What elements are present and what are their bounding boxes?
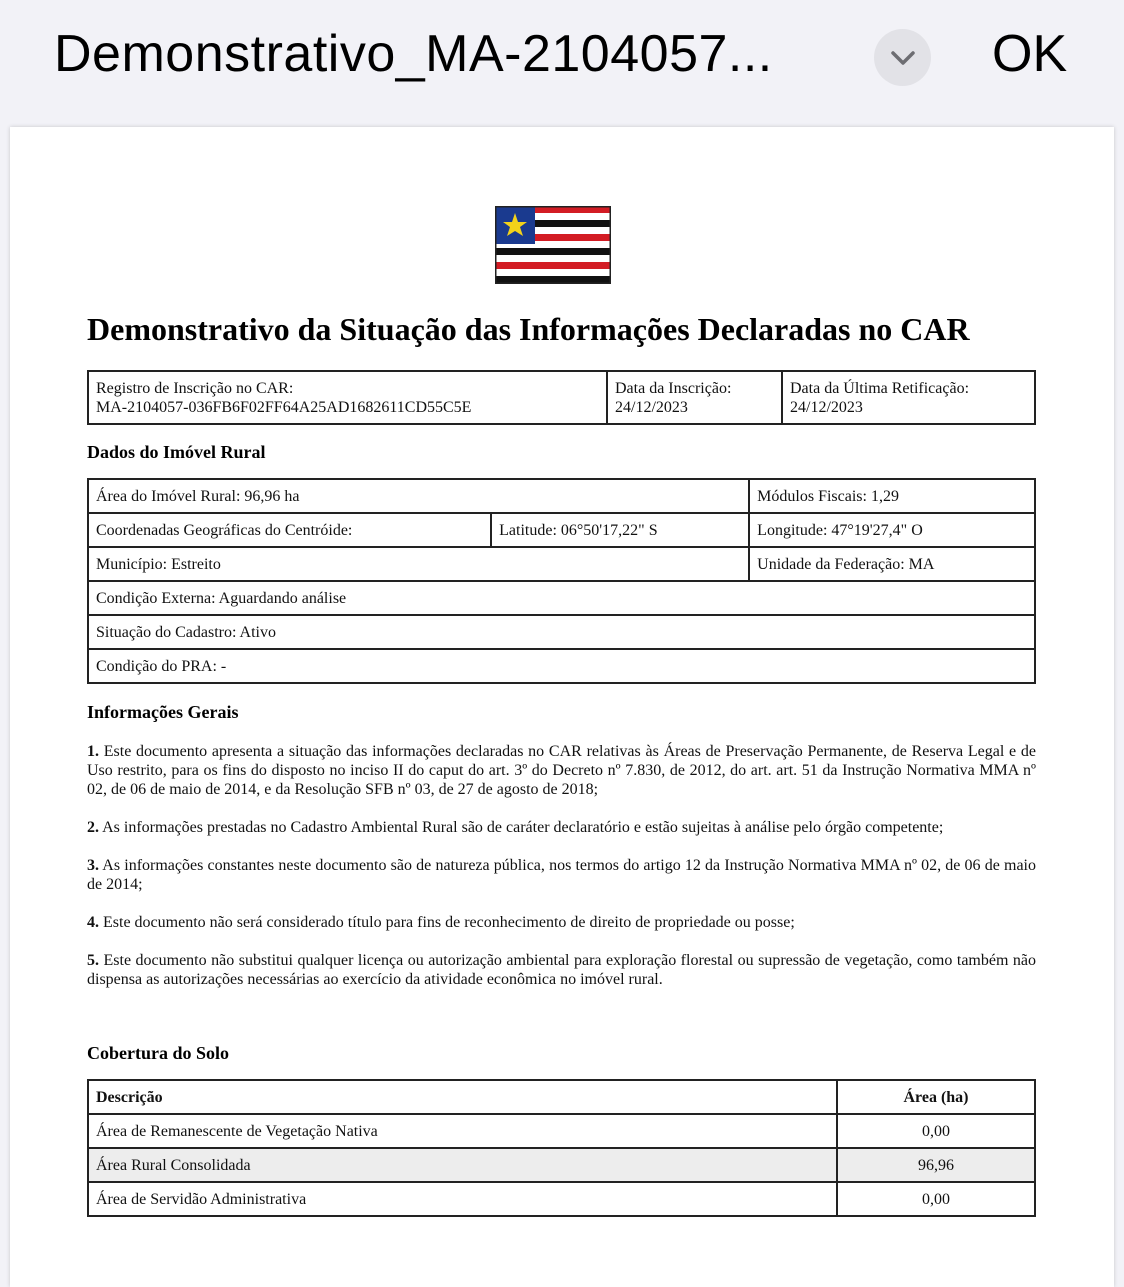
- area-imovel: Área do Imóvel Rural: 96,96 ha: [88, 479, 749, 513]
- info-item-num: 5.: [87, 952, 99, 969]
- info-item-3: [87, 856, 1036, 894]
- document-page: [10, 127, 1114, 1287]
- info-item-2: [87, 818, 1036, 837]
- ok-button[interactable]: OK: [992, 25, 1068, 83]
- registro-value: MA-2104057-036FB6F02FF64A25AD1682611CD55C5E: [96, 398, 472, 416]
- chevron-down-icon: [890, 50, 916, 66]
- info-item-text: Este documento apresenta a situação das informações declaradas no CAR relativas às Áreas de Preservação Permanente, de Reserva Legal e de Uso restrito, para os fins do disposto no inciso II do caput do art. 3º do Decreto nº 7.830, de 2012, do art. art. 51 da Instrução Normativa MMA nº 02, de 06 de maio de 2014, e da Resolução SFB nº 03, de 27 de agosto de 2018;: [87, 743, 1037, 798]
- info-item-num: 4.: [87, 914, 99, 931]
- col-descricao-header: Descrição: [88, 1080, 837, 1114]
- row-descricao: Área de Remanescente de Vegetação Nativa: [88, 1114, 837, 1148]
- condicao-externa: Condição Externa: Aguardando análise: [88, 581, 1035, 615]
- info-item-4: [87, 913, 1036, 932]
- cobertura-table: [87, 1079, 1036, 1217]
- info-item-5: [87, 951, 1036, 989]
- row-area: 0,00: [837, 1182, 1035, 1216]
- main-title: Demonstrativo da Situação das Informações Declaradas no CAR: [87, 311, 970, 347]
- info-item-text: As informações constantes neste documento são de natureza pública, nos termos do artigo 12 da Instrução Normativa MMA nº 02, de 06 de maio de 2014;: [87, 857, 1036, 893]
- info-item-text: Este documento não substitui qualquer licença ou autorização ambiental para exploração florestal ou supressão de vegetação, como também não dispensa as autorizações necessárias ao exercício da atividade econômica no imóvel rural.: [87, 952, 1037, 988]
- registro-label: Registro de Inscrição no CAR:: [96, 379, 294, 397]
- col-area-header: Área (ha): [837, 1080, 1035, 1114]
- data-retificacao-cell: [782, 371, 1035, 424]
- info-item-num: 2.: [87, 819, 99, 836]
- unidade-federacao: Unidade da Federação: MA: [749, 547, 1035, 581]
- cobertura-heading: Cobertura do Solo: [87, 1043, 230, 1063]
- imovel-table: [87, 478, 1036, 684]
- municipio: Município: Estreito: [88, 547, 749, 581]
- info-item-num: 1.: [87, 743, 99, 760]
- info-item-text: As informações prestadas no Cadastro Ambiental Rural são de caráter declaratório e estão sujeitas à análise pelo órgão competente;: [102, 819, 944, 836]
- condicao-pra: Condição do PRA: -: [88, 649, 1035, 683]
- row-area: 96,96: [837, 1148, 1035, 1182]
- modulos-fiscais: Módulos Fiscais: 1,29: [749, 479, 1035, 513]
- table-row: [88, 1114, 1035, 1148]
- info-item-text: Este documento não será considerado título para fins de reconhecimento de direito de propriedade ou posse;: [103, 914, 795, 931]
- coordenadas-label: Coordenadas Geográficas do Centróide:: [88, 513, 491, 547]
- registro-cell: [88, 371, 607, 424]
- row-descricao: Área de Servidão Administrativa: [88, 1182, 837, 1216]
- info-item-1: [87, 742, 1036, 799]
- registro-table: [87, 370, 1036, 425]
- options-button[interactable]: [874, 29, 931, 86]
- document-title: Demonstrativo_MA-2104057...: [54, 25, 773, 83]
- imovel-heading: Dados do Imóvel Rural: [87, 442, 266, 462]
- data-retificacao-value: 24/12/2023: [790, 398, 863, 416]
- info-item-num: 3.: [87, 857, 99, 874]
- row-area: 0,00: [837, 1114, 1035, 1148]
- latitude: Latitude: 06°50'17,22" S: [491, 513, 749, 547]
- table-row: [88, 1148, 1035, 1182]
- maranhao-flag-icon: [495, 206, 611, 284]
- info-heading: Informações Gerais: [87, 702, 239, 722]
- data-retificacao-label: Data da Última Retificação:: [790, 379, 970, 397]
- table-row: [88, 1182, 1035, 1216]
- longitude: Longitude: 47°19'27,4" O: [749, 513, 1035, 547]
- data-inscricao-label: Data da Inscrição:: [615, 379, 732, 397]
- situacao-cadastro: Situação do Cadastro: Ativo: [88, 615, 1035, 649]
- top-bar: [0, 0, 1124, 116]
- row-descricao: Área Rural Consolidada: [88, 1148, 837, 1182]
- data-inscricao-value: 24/12/2023: [615, 398, 688, 416]
- data-inscricao-cell: [607, 371, 782, 424]
